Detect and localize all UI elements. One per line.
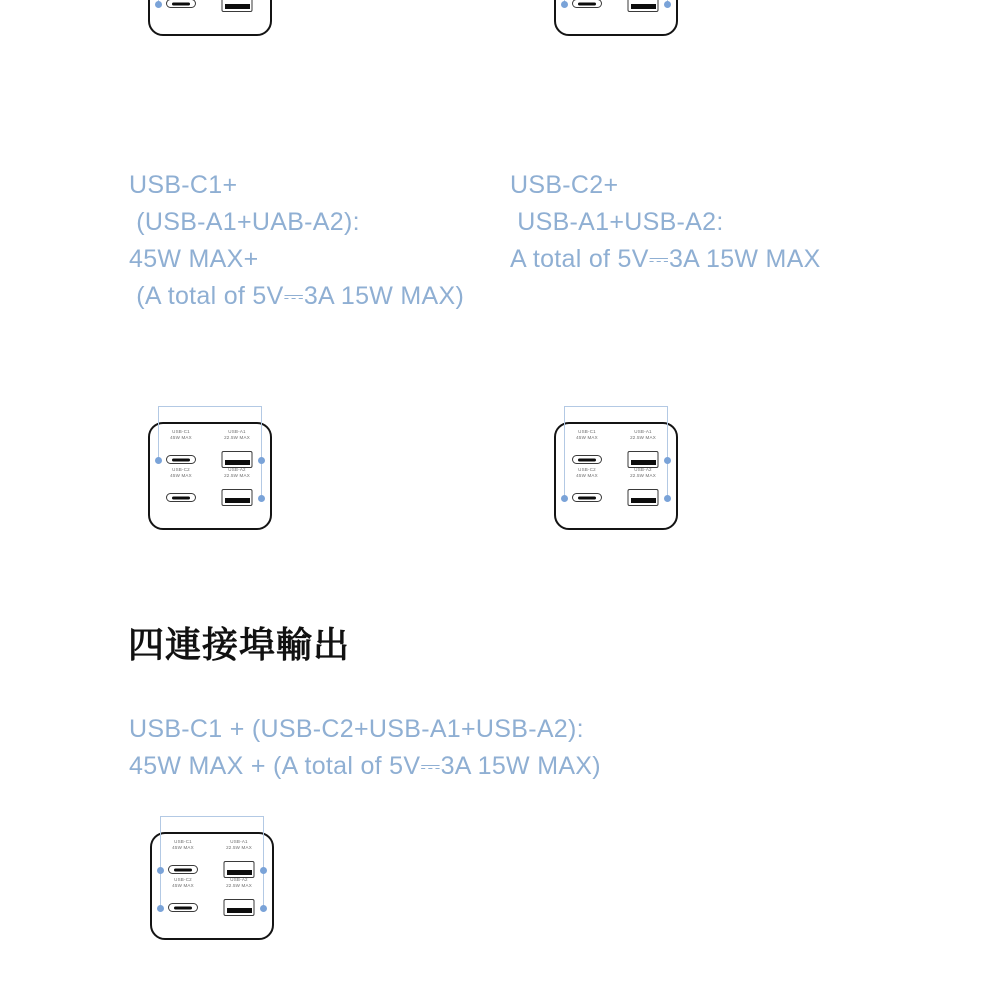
combo-left-line: [158, 406, 159, 460]
port-power-label: 45W MAX: [576, 473, 598, 478]
port-name-label: USB-C2: [174, 877, 192, 882]
section-heading-four-port-output: 四連接埠輸出: [128, 624, 351, 665]
usb-c-tongue: [172, 2, 190, 5]
usb-c-port-icon: [166, 0, 196, 8]
port-power-label: 45W MAX: [576, 435, 598, 440]
usb-c-port-icon: [168, 865, 198, 874]
combo-line: USB-A1+USB-A2:: [510, 208, 724, 236]
charger-diagram-bottom: [150, 832, 274, 940]
port-usb-a1: [207, 429, 267, 469]
port-power-label: 22.5W MAX: [630, 435, 656, 440]
port-highlight-dot: [258, 457, 265, 464]
usb-a-port-icon: [628, 451, 659, 468]
combo-line: USB-C1 + (USB-C2+USB-A1+USB-A2):: [129, 715, 584, 743]
port-power-label: 45W MAX: [170, 435, 192, 440]
combo-line: USB-C2+: [510, 171, 619, 199]
combo-line: 45W MAX + (A total of 5V⎓3A 15W MAX): [129, 752, 601, 780]
usb-c-port-icon: [572, 0, 602, 8]
combo-right-line: [263, 816, 264, 908]
port-name-label: USB-C2: [578, 467, 596, 472]
port-power-label: 22.5W MAX: [224, 435, 250, 440]
port-highlight-dot: [155, 457, 162, 464]
port-power-label: 45W MAX: [172, 883, 194, 888]
combo-bracket-line: [158, 406, 262, 407]
usb-c-port-icon: [166, 493, 196, 502]
combo-line: A total of 5V⎓3A 15W MAX: [510, 245, 821, 273]
usb-a-port-icon: [224, 899, 255, 916]
port-power-label: 22.5W MAX: [226, 845, 252, 850]
charger-diagram-mid-left: [148, 422, 272, 530]
combo-text-usb-c1: [129, 167, 464, 315]
port-highlight-dot: [260, 905, 267, 912]
port-usb-a2: [209, 877, 269, 917]
port-highlight-dot: [561, 1, 568, 8]
charger-diagram-top-left: [148, 0, 272, 36]
usb-a-port-icon: [628, 489, 659, 506]
usb-a-port-icon: [222, 451, 253, 468]
port-highlight-dot: [157, 905, 164, 912]
port-usb-a2: [613, 467, 673, 507]
port-name-label: USB-A2: [634, 467, 652, 472]
combo-line: (USB-A1+UAB-A2):: [129, 208, 360, 236]
usb-a-tongue: [631, 498, 656, 503]
usb-c-tongue: [174, 906, 192, 909]
combo-text-four-port: [129, 711, 601, 785]
port-highlight-dot: [561, 495, 568, 502]
usb-a-port-icon: [628, 0, 659, 12]
usb-c-port-icon: [572, 493, 602, 502]
port-name-label: USB-C1: [172, 429, 190, 434]
port-name-label: USB-A1: [230, 839, 248, 844]
combo-right-line: [667, 406, 668, 498]
port-power-label: 45W MAX: [172, 845, 194, 850]
port-usb-a2: [207, 467, 267, 507]
port-name-label: USB-C2: [172, 467, 190, 472]
combo-line: USB-C1+: [129, 171, 238, 199]
port-power-label: 22.5W MAX: [630, 473, 656, 478]
usb-a-tongue: [631, 460, 656, 465]
usb-c-port-icon: [572, 455, 602, 464]
combo-bracket-line: [160, 816, 264, 817]
port-name-label: USB-C1: [578, 429, 596, 434]
usb-a-tongue: [225, 4, 250, 9]
port-usb-a1: [209, 839, 269, 879]
usb-c-tongue: [578, 2, 596, 5]
port-highlight-dot: [664, 1, 671, 8]
port-usb-c1: [557, 429, 617, 469]
combo-left-line: [160, 816, 161, 908]
usb-c-tongue: [578, 496, 596, 499]
port-highlight-dot: [664, 457, 671, 464]
port-power-label: 45W MAX: [170, 473, 192, 478]
port-power-label: 22.5W MAX: [226, 883, 252, 888]
usb-a-tongue: [227, 908, 252, 913]
port-highlight-dot: [258, 495, 265, 502]
port-name-label: USB-A2: [228, 467, 246, 472]
port-name-label: USB-A1: [634, 429, 652, 434]
combo-right-line: [261, 406, 262, 498]
combo-left-line: [564, 406, 565, 498]
usb-c-tongue: [172, 496, 190, 499]
combo-bracket-line: [564, 406, 668, 407]
port-name-label: USB-A2: [230, 877, 248, 882]
port-usb-c2: [151, 467, 211, 507]
port-usb-a1: [613, 429, 673, 469]
port-highlight-dot: [664, 495, 671, 502]
usb-a-tongue: [227, 870, 252, 875]
usb-a-tongue: [631, 4, 656, 9]
combo-line: (A total of 5V⎓3A 15W MAX): [129, 282, 465, 310]
port-name-label: USB-C1: [174, 839, 192, 844]
usb-c-tongue: [174, 868, 192, 871]
usb-c-port-icon: [168, 903, 198, 912]
usb-a-port-icon: [222, 0, 253, 12]
combo-text-usb-c2: [510, 167, 821, 278]
usb-a-port-icon: [222, 489, 253, 506]
combo-line: 45W MAX+: [129, 245, 259, 273]
port-power-label: 22.5W MAX: [224, 473, 250, 478]
port-highlight-dot: [155, 1, 162, 8]
port-highlight-dot: [157, 867, 164, 874]
usb-a-port-icon: [224, 861, 255, 878]
usb-c-tongue: [578, 458, 596, 461]
port-highlight-dot: [260, 867, 267, 874]
usb-a-tongue: [225, 498, 250, 503]
usb-c-port-icon: [166, 455, 196, 464]
usb-c-tongue: [172, 458, 190, 461]
port-usb-a2: [207, 0, 267, 13]
charger-diagram-top-right: [554, 0, 678, 36]
port-name-label: USB-A1: [228, 429, 246, 434]
usb-a-tongue: [225, 460, 250, 465]
charger-diagram-mid-right: [554, 422, 678, 530]
